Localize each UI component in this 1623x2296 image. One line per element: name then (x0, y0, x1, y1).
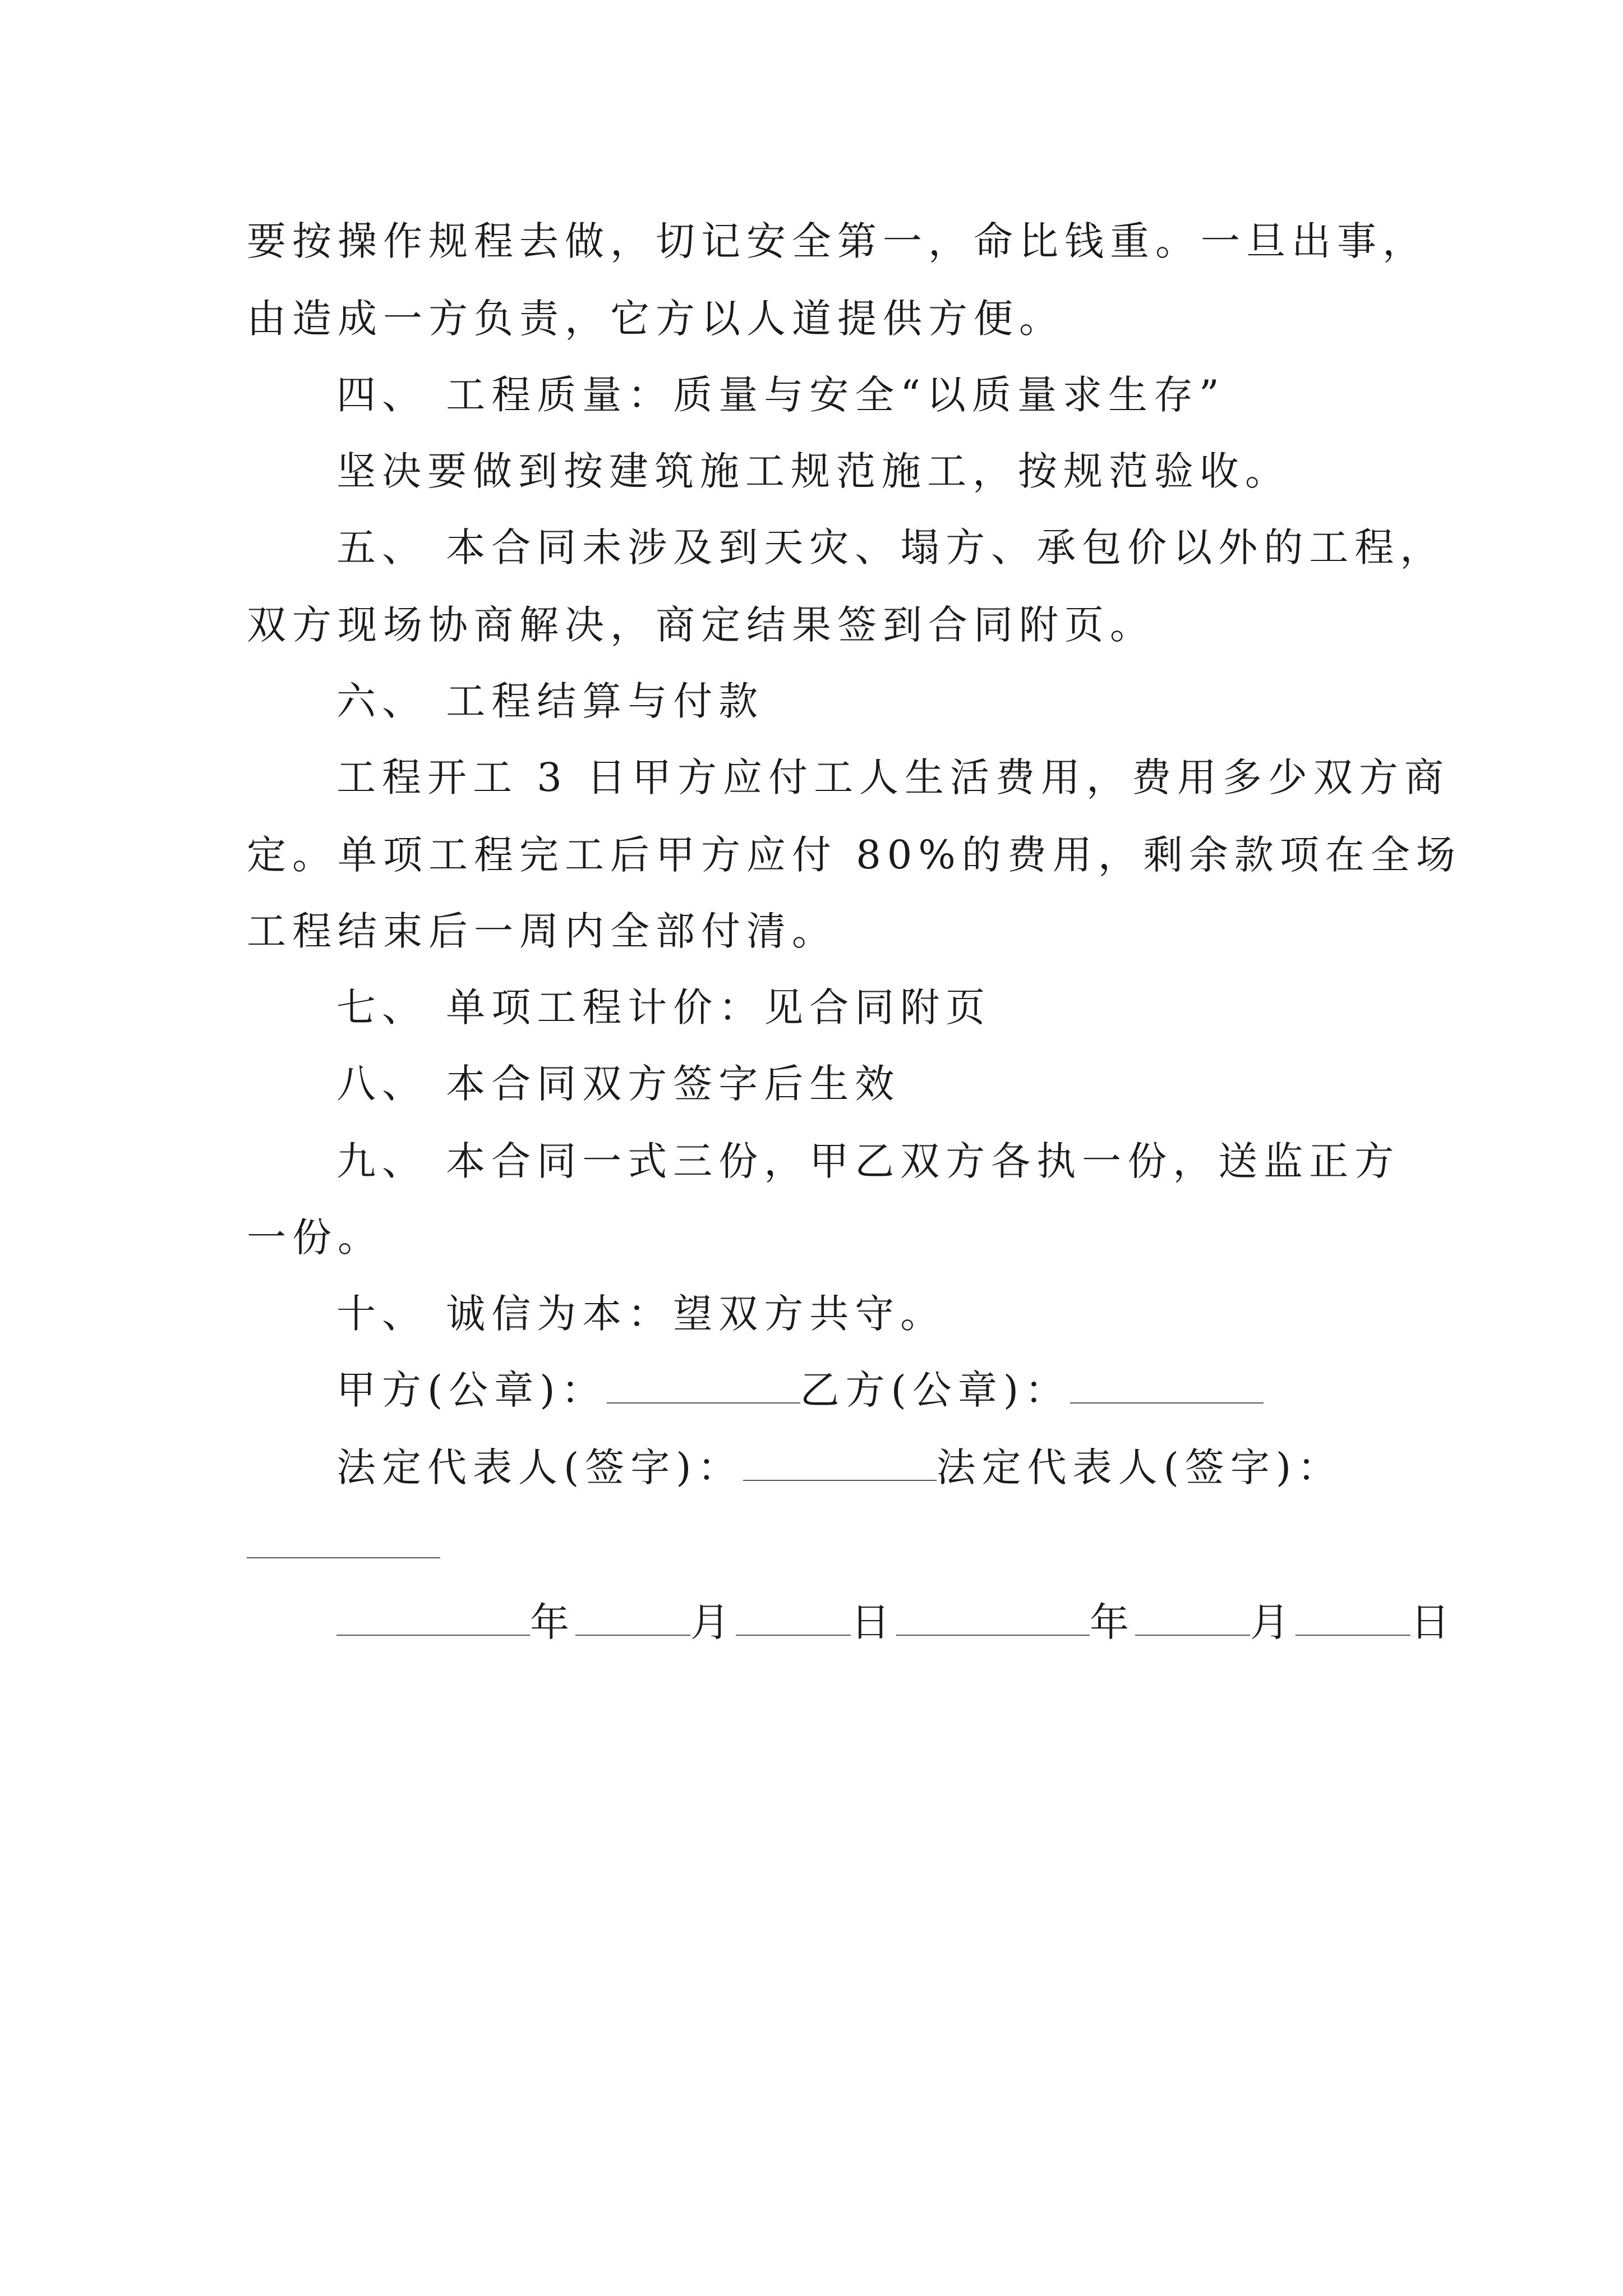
day-label: 日 (851, 1599, 896, 1645)
paragraph-line: 由造成一方负责，它方以人道提供方便。 (247, 296, 1064, 342)
paragraph-line: 要按操作规程去做，切记安全第一，命比钱重。一旦出事， (247, 218, 1428, 264)
section-8: 八、 本合同双方签字后生效 (336, 1061, 901, 1107)
rep-b-signature-blank[interactable] (247, 1522, 440, 1558)
day-a-blank[interactable] (736, 1600, 851, 1636)
year-label: 年 (1090, 1599, 1135, 1645)
month-b-blank[interactable] (1135, 1600, 1250, 1636)
representative-line-wrap (247, 1518, 440, 1572)
section-6-line: 工程开工 3 日甲方应付工人生活费用，费用多少双方商 (336, 754, 1450, 800)
section-5-line: 双方现场协商解决，商定结果签到合同附页。 (247, 602, 1155, 648)
party-a-seal-blank[interactable] (607, 1368, 800, 1404)
section-7: 七、 单项工程计价：见合同附页 (336, 984, 992, 1030)
rep-b-label: 法定代表人(签字)： (936, 1444, 1343, 1490)
section-10: 十、 诚信为本：望双方共守。 (336, 1291, 946, 1337)
month-label: 月 (690, 1599, 736, 1645)
date-line (336, 1595, 1456, 1649)
section-4-heading: 四、 工程质量：质量与安全“以质量求生存” (336, 372, 1225, 418)
month-label: 月 (1250, 1599, 1295, 1645)
year-label: 年 (530, 1599, 575, 1645)
representative-line (336, 1441, 1343, 1494)
party-a-label: 甲方(公章)： (336, 1367, 607, 1413)
party-seal-line (336, 1363, 1264, 1417)
day-label: 日 (1410, 1599, 1456, 1645)
section-6-heading: 六、 工程结算与付款 (336, 678, 764, 724)
section-4-body: 坚决要做到按建筑施工规范施工，按规范验收。 (336, 448, 1290, 494)
party-b-seal-blank[interactable] (1070, 1368, 1264, 1404)
section-5-line: 五、 本合同未涉及到天灾、塌方、承包价以外的工程， (336, 524, 1446, 570)
section-6-line: 定。单项工程完工后甲方应付 80%的费用，剩余款项在全场 (247, 832, 1461, 878)
rep-a-signature-blank[interactable] (743, 1445, 937, 1481)
rep-a-label: 法定代表人(签字)： (336, 1444, 743, 1490)
party-b-label: 乙方(公章)： (800, 1367, 1071, 1413)
section-9-line: 九、 本合同一式三份，甲乙双方各执一份，送监正方 (336, 1138, 1400, 1184)
year-a-blank[interactable] (336, 1600, 530, 1636)
section-6-line: 工程结束后一周内全部付清。 (247, 908, 837, 954)
section-9-line: 一份。 (247, 1214, 383, 1260)
day-b-blank[interactable] (1295, 1600, 1410, 1636)
year-b-blank[interactable] (896, 1600, 1090, 1636)
month-a-blank[interactable] (575, 1600, 690, 1636)
